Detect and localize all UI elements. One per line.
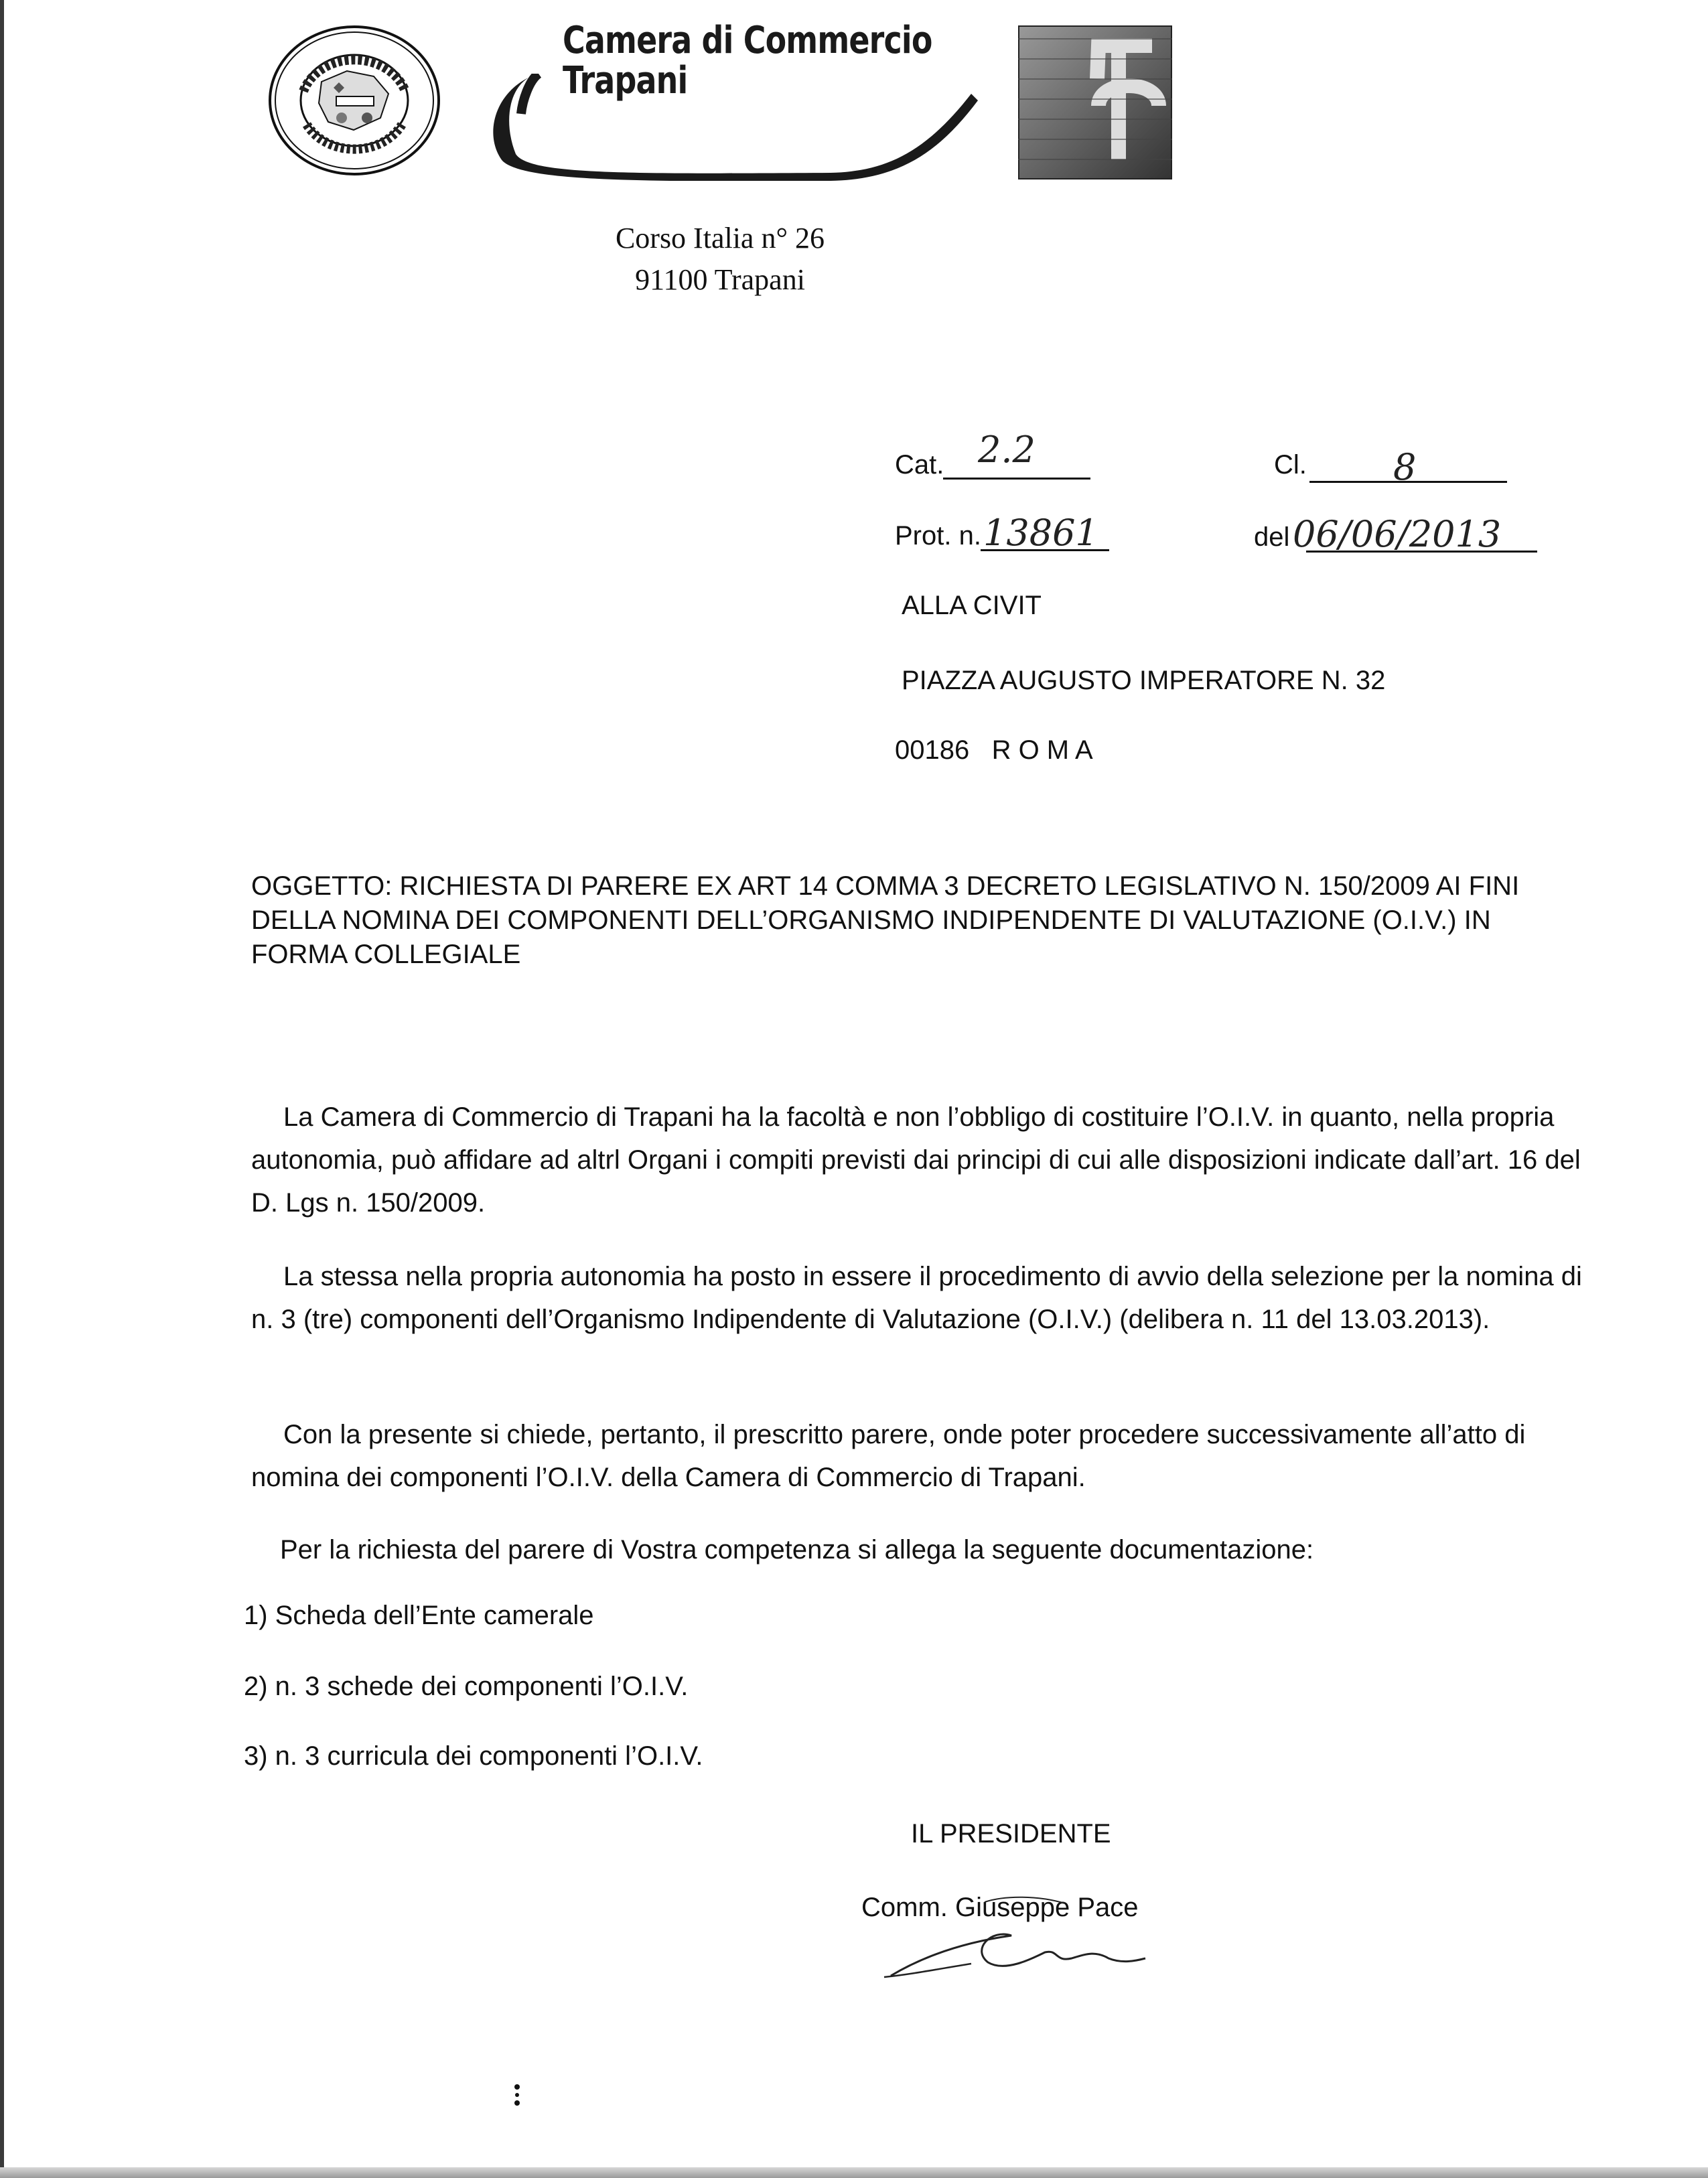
chamber-seal-logo [267, 24, 442, 177]
body-paragraph-4: Per la richiesta del parere di Vostra competenza si allega la seguente documentazione: [280, 1535, 1314, 1565]
subject-oggetto: OGGETTO: RICHIESTA DI PARERE EX ART 14 COMMA 3 DECRETO LEGISLATIVO N. 150/2009 AI FINI DELLA NOMINA DEI COMPONENTI DELL’ORGANISMO INDIPENDENTE DI VALUTAZIONE (O.I.V.) IN FORMA COLLEGIALE [251, 871, 1520, 969]
cat-rule [943, 478, 1090, 480]
prot-label: Prot. n. [895, 521, 981, 551]
body-paragraph-1: La Camera di Commercio di Trapani ha la facoltà e non l’obbligo di costituire l’O.I.V. in quanto, nella propria autonomia, può affidare ad altrl Organi i compiti previsti dai principi di cui alle disposizioni indicate dall’art. 16 del D. Lgs n. 150/2009. [251, 1102, 1581, 1218]
cat-label: Cat. [895, 450, 944, 480]
attachment-item-2: 2) n. 3 schede dei componenti l’O.I.V. [244, 1672, 689, 1701]
attachment-item-3: 3) n. 3 curricula dei componenti l’O.I.V. [244, 1741, 703, 1771]
body-paragraph-3: Con la presente si chiede, pertanto, il prescritto parere, onde poter procedere successivamente all’atto di nomina dei componenti l’O.I.V. della Camera di Commercio di Trapani. [251, 1420, 1526, 1492]
sender-address-line2: 91100 Trapani [635, 263, 805, 296]
recipient-line2: PIAZZA AUGUSTO IMPERATORE N. 32 [902, 666, 1386, 695]
scan-left-edge [0, 0, 4, 2178]
recipient-line1: ALLA CIVIT [902, 591, 1042, 620]
recipient-line3: 00186 R O M A [895, 735, 1093, 765]
anniversary-150-badge [1018, 25, 1172, 179]
attachment-item-1: 1) Scheda dell’Ente camerale [244, 1601, 594, 1630]
handwritten-signature [871, 1889, 1152, 1989]
cat-handwritten-value: 2.2 [978, 429, 1036, 471]
body-paragraph-2: La stessa nella propria autonomia ha posto in essere il procedimento di avvio della selezione per la nomina di n. 3 (tre) componenti dell’Organismo Indipendente di Valutazione (O.I.V.) (delibera n. 11 del 13.03.2013). [251, 1262, 1582, 1334]
brand-swoosh-icon [482, 74, 978, 181]
prot-handwritten-value: 13861 [983, 512, 1098, 554]
scan-mark [509, 2082, 525, 2108]
brand-name-line2: Trapani [563, 59, 688, 102]
scan-bottom-edge [0, 2167, 1708, 2178]
brand-name-line1: Camera di Commercio [563, 19, 932, 62]
cl-handwritten-value: 8 [1393, 446, 1417, 488]
signature-title: IL PRESIDENTE [911, 1819, 1111, 1848]
signature-name: Comm. Giuseppe Pace [861, 1893, 1139, 1922]
cl-label: Cl. [1274, 450, 1307, 480]
sender-address-line1: Corso Italia n° 26 [615, 222, 825, 255]
del-label: del [1254, 522, 1290, 552]
del-handwritten-value: 06/06/2013 [1293, 513, 1502, 555]
